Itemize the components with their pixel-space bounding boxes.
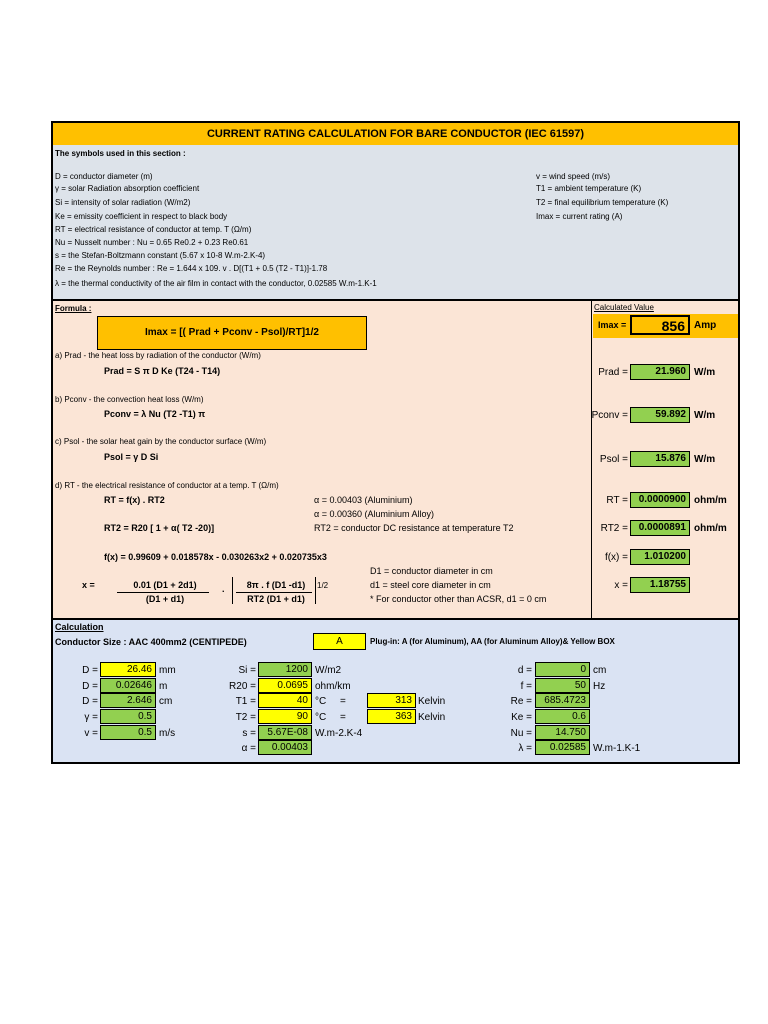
t1-kelvin-unit: Kelvin <box>418 696 446 707</box>
imax-formula: Imax = [( Prad + Pconv - Psol)/RT]1/2 <box>97 316 367 350</box>
note-acsr: * For conductor other than ACSR, d1 = 0 cm <box>370 594 547 604</box>
rt2-result: 0.0000891 <box>630 520 690 536</box>
psol-description: c) Psol - the solar heat gain by the conductor surface (W/m) <box>55 437 267 446</box>
imax-unit: Amp <box>694 320 717 331</box>
alpha-value: 0.00403 <box>258 740 312 755</box>
reynolds-value: 685.4723 <box>535 693 590 708</box>
core-diameter-unit: cm <box>593 665 607 676</box>
rt2-definition: RT2 = conductor DC resistance at temperature T2 <box>314 523 514 533</box>
t2-unit: °C <box>315 712 327 723</box>
note-d1: D1 = conductor diameter in cm <box>370 566 493 576</box>
wind-speed-value: 0.5 <box>100 725 156 740</box>
t1-label: T1 = <box>235 696 256 707</box>
x-denominator-2: RT2 (D1 + d1) <box>247 594 305 604</box>
psol-equation: Psol = γ D Si <box>104 452 159 462</box>
psol-result-label: Psol = <box>599 454 628 465</box>
fraction-bar <box>117 592 209 593</box>
diameter-mm-unit: mm <box>159 665 176 676</box>
prad-equation: Prad = S π D Ke (T24 - T14) <box>104 366 221 376</box>
prad-unit: W/m <box>694 367 716 378</box>
formula-heading: Formula : <box>55 304 92 313</box>
rt-result-label: RT = <box>606 495 628 506</box>
prad-description: a) Prad - the heat loss by radiation of the conductor (W/m) <box>55 351 261 360</box>
gamma-value: 0.5 <box>100 709 156 724</box>
x-label: x = <box>82 580 95 590</box>
symbol-def: Nu = Nusselt number : Nu = 0.65 Re0.2 + 0.23 Re0.61 <box>55 238 249 247</box>
diameter-cm-label: D = <box>82 696 98 707</box>
symbol-def: Ke = emissity coefficient in respect to black body <box>55 212 228 221</box>
rt-equation: RT = f(x) . RT2 <box>104 495 165 505</box>
x-result-label: x = <box>614 580 628 591</box>
frequency-label: f = <box>520 681 532 692</box>
x-power: 1/2 <box>317 581 329 590</box>
symbol-def: D = conductor diameter (m) <box>55 172 153 181</box>
rt2-equation: RT2 = R20 [ 1 + α( T2 -20)] <box>104 523 215 533</box>
t2-kelvin-value: 363 <box>367 709 416 724</box>
t1-unit: °C <box>315 696 327 707</box>
t1-input[interactable]: 40 <box>258 693 312 708</box>
calculated-heading: Calculated Value <box>594 303 654 312</box>
symbol-def: T2 = final equilibrium temperature (K) <box>536 198 669 207</box>
t2-kelvin-unit: Kelvin <box>418 712 446 723</box>
r20-input[interactable]: 0.0695 <box>258 678 312 693</box>
core-diameter-label: d = <box>517 665 532 676</box>
calculation-heading: Calculation <box>55 622 104 632</box>
emissivity-label: Ke = <box>511 712 532 723</box>
prad-result: 21.960 <box>630 364 690 380</box>
rt-result: 0.0000900 <box>630 492 690 508</box>
pconv-result: 59.892 <box>630 407 690 423</box>
note-d1-core: d1 = steel core diameter in cm <box>370 580 491 590</box>
symbol-def: T1 = ambient temperature (K) <box>536 184 642 193</box>
stefan-boltzmann-value: 5.67E-08 <box>258 725 312 740</box>
emissivity-value: 0.6 <box>535 709 590 724</box>
imax-label: Imax = <box>598 320 627 330</box>
x-denominator: (D1 + d1) <box>145 594 185 604</box>
symbol-def: Re = the Reynolds number : Re = 1.644 x 109. v . D[(T1 + 0.5 (T2 - T1)]-1.78 <box>55 264 328 273</box>
fx-result-label: f(x) = <box>604 552 628 563</box>
diameter-cm-unit: cm <box>159 696 173 707</box>
prad-result-label: Prad = <box>598 367 628 378</box>
t2-input[interactable]: 90 <box>258 709 312 724</box>
solar-intensity-value: 1200 <box>258 662 312 677</box>
stefan-boltzmann-unit: W.m-2.K-4 <box>315 728 363 739</box>
diameter-m-label: D = <box>82 681 98 692</box>
lambda-label: λ = <box>518 743 532 754</box>
sqrt-bracket-right <box>312 577 316 604</box>
t1-equals: = <box>340 696 346 707</box>
sheet-title: CURRENT RATING CALCULATION FOR BARE CONDUCTOR (IEC 61597) <box>53 123 738 146</box>
t1-kelvin-value: 313 <box>367 693 416 708</box>
pconv-unit: W/m <box>694 410 716 421</box>
frequency-value: 50 <box>535 678 590 693</box>
lambda-unit: W.m-1.K-1 <box>593 743 641 754</box>
alpha-alloy: α = 0.00360 (Aluminium Alloy) <box>314 509 435 519</box>
multiply-dot: . <box>222 584 225 594</box>
symbol-def: v = wind speed (m/s) <box>536 172 611 181</box>
reynolds-label: Re = <box>510 696 532 707</box>
t2-equals: = <box>340 712 346 723</box>
symbols-heading: The symbols used in this section : <box>55 149 186 158</box>
psol-unit: W/m <box>694 454 716 465</box>
alpha-label: α = <box>241 743 256 754</box>
solar-intensity-label: Si = <box>238 665 256 676</box>
x-numerator-2: 8π . f (D1 -d1) <box>246 580 306 590</box>
symbols-section <box>53 145 738 301</box>
r20-unit: ohm/km <box>315 681 351 692</box>
core-diameter-value: 0 <box>535 662 590 677</box>
imax-value: 856 <box>630 315 690 335</box>
plugin-note: Plug-in: A (for Aluminum), AA (for Aluminum Alloy)& Yellow BOX <box>370 637 615 646</box>
symbol-def: γ = solar Radiation absorption coefficient <box>55 184 200 193</box>
symbol-def: λ = the thermal conductivity of the air film in contact with the conductor, 0.02585 W.m-1.K-1 <box>55 279 377 288</box>
symbol-def: s = the Stefan-Boltzmann constant (5.67 x 10-8 W.m-2.K-4) <box>55 251 266 260</box>
wind-speed-unit: m/s <box>159 728 176 739</box>
pconv-equation: Pconv = λ Nu (T2 -T1) π <box>104 409 206 419</box>
pconv-result-label: Pconv = <box>591 410 628 421</box>
diameter-cm-value: 2.646 <box>100 693 156 708</box>
rt-unit: ohm/m <box>694 495 727 506</box>
stefan-boltzmann-label: s = <box>242 728 256 739</box>
diameter-m-unit: m <box>159 681 168 692</box>
psol-result: 15.876 <box>630 451 690 467</box>
plugin-input[interactable]: A <box>313 633 366 650</box>
rt-description: d) RT - the electrical resistance of conductor at a temp. T (Ω/m) <box>55 481 279 490</box>
rt2-unit: ohm/m <box>694 523 727 534</box>
alpha-aluminium: α = 0.00403 (Aluminium) <box>314 495 413 505</box>
symbol-def: Imax = current rating (A) <box>536 212 623 221</box>
r20-label: R20 = <box>229 681 256 692</box>
conductor-size: Conductor Size : AAC 400mm2 (CENTIPEDE) <box>55 637 247 647</box>
frequency-unit: Hz <box>593 681 606 692</box>
symbol-def: RT = electrical resistance of conductor at temp. T (Ω/m) <box>55 225 252 234</box>
diameter-m-value: 0.02646 <box>100 678 156 693</box>
solar-intensity-unit: W/m2 <box>315 665 342 676</box>
nusselt-value: 14.750 <box>535 725 590 740</box>
symbol-def: Si = intensity of solar radiation (W/m2) <box>55 198 191 207</box>
diameter-mm-label: D = <box>82 665 98 676</box>
x-result: 1.18755 <box>630 577 690 593</box>
fx-result: 1.010200 <box>630 549 690 565</box>
diameter-mm-input[interactable]: 26.46 <box>100 662 156 677</box>
x-numerator: 0.01 (D1 + 2d1) <box>133 580 197 590</box>
pconv-description: b) Pconv - the convection heat loss (W/m) <box>55 395 204 404</box>
lambda-value: 0.02585 <box>535 740 590 755</box>
wind-speed-label: v = <box>84 728 98 739</box>
rt2-result-label: RT2 = <box>600 523 628 534</box>
t2-label: T2 = <box>235 712 256 723</box>
sqrt-bracket-left <box>232 577 236 604</box>
fx-equation: f(x) = 0.99609 + 0.018578x - 0.030263x2 + 0.020735x3 <box>104 552 327 562</box>
nusselt-label: Nu = <box>510 728 532 739</box>
fraction-bar <box>236 592 312 593</box>
gamma-label: γ = <box>84 712 98 723</box>
